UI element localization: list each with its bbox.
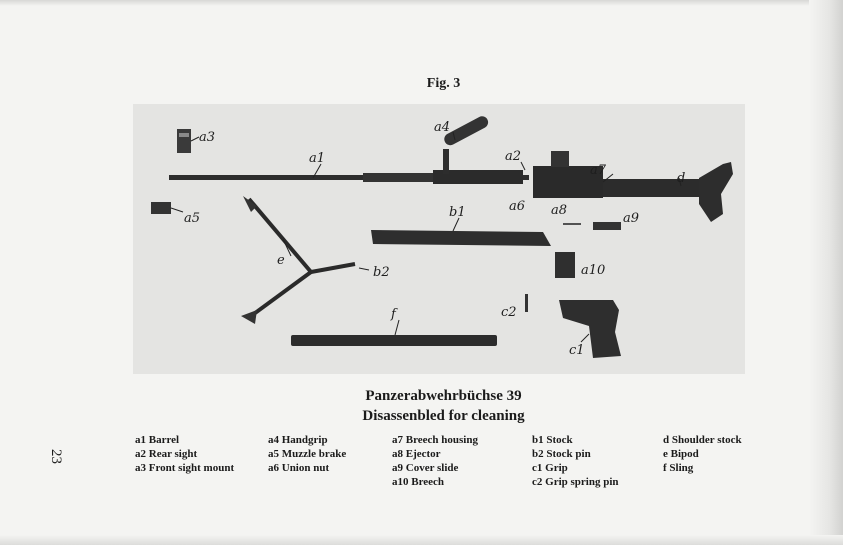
legend-item: d Shoulder stock — [663, 434, 742, 446]
legend-item: e Bipod — [663, 448, 699, 460]
cover-slide-part — [593, 222, 621, 230]
callout-f: f — [391, 307, 396, 322]
caption-title: Panzerabwehrbüchse 39 — [365, 388, 522, 404]
callout-a4: a4 — [434, 120, 451, 135]
callout-c1: c1 — [569, 343, 585, 358]
muzzle-brake-part — [151, 202, 183, 214]
figure-label: Fig. 3 — [426, 76, 461, 91]
legend-item: a7 Breech housing — [392, 434, 478, 446]
figure-plate — [133, 104, 745, 374]
parts-legend-column-1 — [135, 433, 234, 475]
callout-a8: a8 — [551, 203, 568, 218]
stock-part — [371, 218, 551, 246]
callout-b1: b1 — [449, 205, 466, 220]
legend-item: a1 Barrel — [135, 434, 180, 446]
grip-spring-pin-part — [525, 294, 528, 312]
legend-item: a4 Handgrip — [268, 434, 328, 446]
parts-legend-column-2 — [268, 433, 346, 475]
callout-a5: a5 — [184, 211, 201, 226]
legend-item: a10 Breech — [392, 476, 445, 488]
page-number: 23 — [48, 449, 64, 464]
callout-a9: a9 — [623, 211, 640, 226]
front-sight-mount-part — [177, 129, 199, 153]
parts-legend-column-3 — [392, 433, 478, 489]
legend-item: b2 Stock pin — [532, 448, 591, 460]
parts-legend-column-5 — [663, 433, 747, 475]
legend-item: c1 Grip — [532, 462, 568, 474]
callout-a3: a3 — [199, 130, 216, 145]
barrel-part — [169, 164, 529, 184]
parts-legend-column-4 — [532, 433, 619, 489]
scan-edge-top — [0, 0, 843, 6]
legend-item: f Sling — [663, 462, 694, 474]
caption-subtitle: Disassenbled for cleaning — [362, 408, 525, 424]
scan-edge-bottom — [0, 535, 843, 545]
callout-a6: a6 — [509, 199, 526, 214]
legend-item: a5 Muzzle brake — [268, 448, 347, 460]
legend-item: a3 Front sight mount — [135, 462, 235, 474]
bipod-part — [241, 196, 355, 324]
callout-d: d — [677, 171, 686, 186]
breech-part — [555, 252, 575, 278]
legend-item: a6 Union nut — [268, 462, 330, 474]
callout-a10: a10 — [581, 263, 606, 278]
callout-a1: a1 — [309, 151, 326, 166]
legend-item: a8 Ejector — [392, 448, 441, 460]
callout-e: e — [277, 253, 285, 268]
legend-item: b1 Stock — [532, 434, 573, 446]
disassembled-rifle-drawing — [133, 104, 745, 374]
legend-item: a2 Rear sight — [135, 448, 198, 460]
callout-rear-sight: a2 — [505, 149, 522, 164]
legend-item: a9 Cover slide — [392, 462, 459, 474]
callout-a7: a7 — [590, 163, 607, 178]
sling-part — [291, 320, 497, 346]
callout-b2: b2 — [373, 265, 390, 280]
legend-item: c2 Grip spring pin — [532, 476, 619, 488]
callout-c2: c2 — [501, 305, 517, 320]
